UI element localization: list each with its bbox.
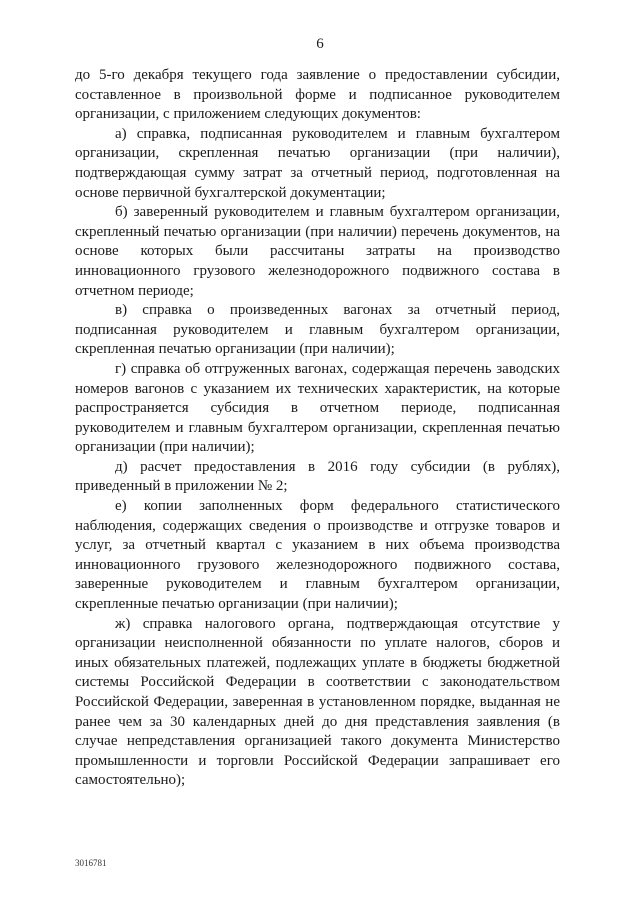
document-code: 3016781 bbox=[75, 858, 107, 868]
list-item-g: г) справка об отгруженных вагонах, содержащая перечень заводских номеров вагонов с указанием их технических характеристик, на которые распространяется субсидия в отчетном периоде, подписанная руководителем и главным бухгалтером организации, скрепленная печатью организации (при наличии); bbox=[75, 360, 560, 456]
list-item-v: в) справка о произведенных вагонах за отчетный период, подписанная руководителем и главным бухгалтером организации, скрепленная печатью организации (при наличии); bbox=[75, 302, 560, 358]
paragraph-intro: до 5-го декабря текущего года заявление о предоставлении субсидии, составленное в произвольной форме и подписанное руководителем организации, с приложением следующих документов: bbox=[75, 67, 560, 123]
list-item-d: д) расчет предоставления в 2016 году субсидии (в рублях), приведенный в приложении № 2; bbox=[75, 458, 560, 495]
list-item-zh: ж) справка налогового органа, подтверждающая отсутствие у организации неисполненной обязанности по уплате налогов, сборов и иных обязательных платежей, подлежащих уплате в бюджеты бюджетной системы Российской Федерации в соответствии с законодательством Российской Федерации, заверенная в установленном порядке, выданная не ранее чем за 30 календарных дней до дня представления заявления (в случае непредставления организацией такого документа Министерство промышленности и торговли Российской Федерации запрашивает его самостоятельно); bbox=[75, 615, 560, 789]
page-number: 6 bbox=[316, 36, 324, 52]
list-item-a: а) справка, подписанная руководителем и главным бухгалтером организации, скрепленная печатью организации (при наличии), подтверждающая сумму затрат за отчетный период, подготовленная на основе первичной бухгалтерской документации; bbox=[75, 125, 560, 201]
document-body bbox=[75, 66, 560, 791]
list-item-b: б) заверенный руководителем и главным бухгалтером организации, скрепленный печатью организации (при наличии) перечень документов, на основе которых были рассчитаны затраты на производство инновационного грузового железнодорожного подвижного состава в отчетном периоде; bbox=[75, 204, 560, 299]
list-item-e: е) копии заполненных форм федерального статистического наблюдения, содержащих сведения о производстве и отгрузке товаров и услуг, за отчетный квартал с указанием в них объема производства инновационного грузового железнодорожного подвижного состава, заверенные руководителем и главным бухгалтером организации, скрепленные печатью организации (при наличии); bbox=[75, 498, 560, 613]
